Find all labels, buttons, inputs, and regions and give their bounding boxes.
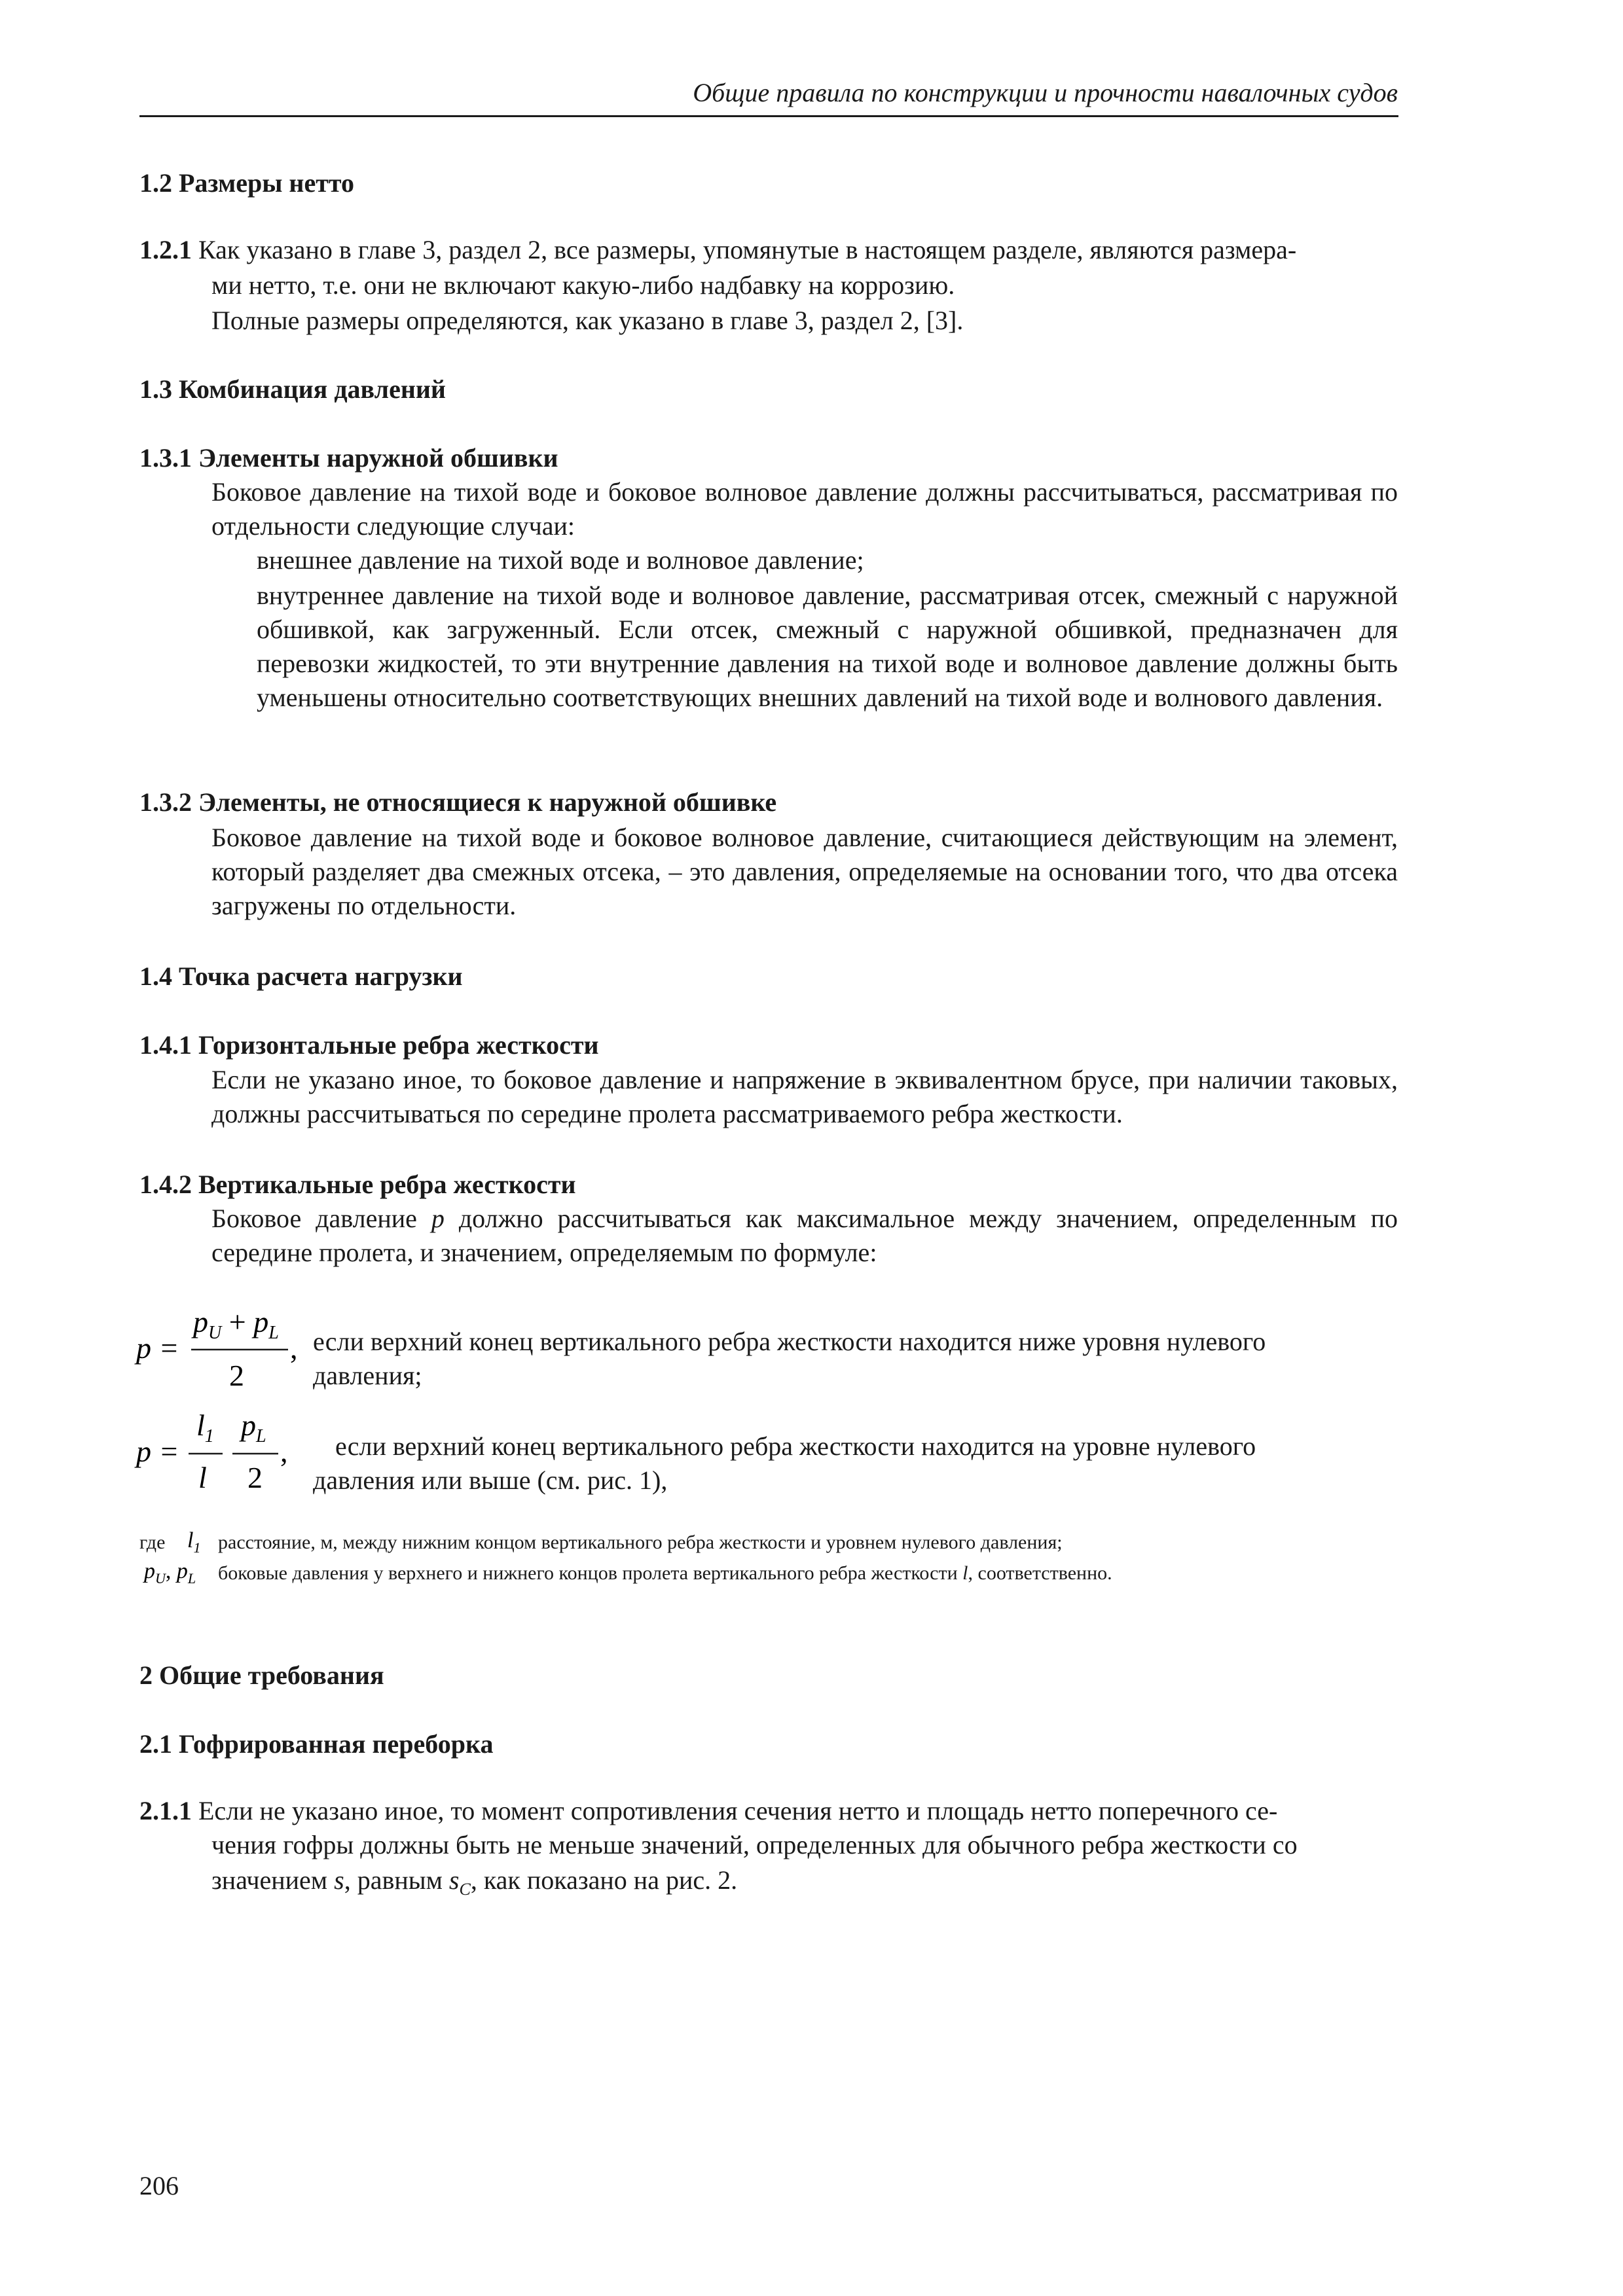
case-internal: внутреннее давление на тихой воде и волновое давление, рассматривая отсек, смежный с наружной обшивкой, как загруженный. Если отсек, смежный с наружной обшивкой, предназначен для перевозки жидкостей, то эти внутренние давления на тихой воде и волновое давление должны быть уменьшены относительно соответствующих внешних давлений на тихой воде и волнового давления. (257, 581, 1398, 712)
variable-s-c: s (448, 1865, 460, 1895)
subsection-2-1-heading: 2.1 Гофрированная переборка (139, 1729, 494, 1759)
formula-1-comma: , (290, 1331, 298, 1365)
para-1-2-1-line1 (139, 233, 1396, 267)
where-label: где (139, 1532, 166, 1553)
formula-2 (131, 1404, 321, 1509)
para-2-1-1-line2: чения гофры должны быть не меньше значений, определенных для обычного ребра жесткости со (211, 1830, 1298, 1859)
para-2-1-1-line3 (211, 1863, 737, 1907)
svg-text:pU, pL: $p_U$, $p_L$ (144, 1559, 196, 1587)
formula-1-condition-line1: если верхний конец вертикального ребра жесткости находится ниже уровня нулевого (313, 1327, 1266, 1356)
formula-2-numerator-1: $l_1$ (196, 1408, 214, 1446)
variable-p: p (431, 1204, 445, 1233)
formula-1 (131, 1299, 308, 1410)
para-1-2-1-line3: Полные размеры определяются, как указано в главе 3, раздел 2, [3]. (211, 306, 964, 335)
where-symbol-l1 (185, 1524, 217, 1556)
subsection-1-3-1-text: Боковое давление на тихой воде и боковое волновое давление должны рассчитываться, рассматривая по отдельности следующие случаи: (211, 477, 1398, 541)
subsection-1-4-2-heading: 1.4.2 Вертикальные ребра жесткости (139, 1170, 576, 1199)
subsection-1-3-1-heading: 1.3.1 Элементы наружной обшивки (139, 443, 558, 473)
header-rule (139, 115, 1398, 117)
text-fragment: , равным (344, 1865, 449, 1895)
text-fragment: , как показано на рис. 2. (470, 1865, 738, 1895)
text-fragment: боковые давления у верхнего и нижнего концов пролета вертикального ребра жесткости (218, 1562, 963, 1584)
running-header: Общие правила по конструкции и прочности навалочных судов (693, 78, 1398, 107)
para-2-1-1-text1: Если не указано иное, то момент сопротивления сечения нетто и площадь нетто поперечного се- (198, 1796, 1278, 1825)
section-1-2-heading: 1.2 Размеры нетто (139, 168, 354, 198)
para-2-1-1-number: 2.1.1 (139, 1796, 192, 1825)
formula-1-condition-line2: давления; (313, 1361, 422, 1390)
section-1-4-heading: 1.4 Точка расчета нагрузки (139, 961, 463, 991)
case-external: внешнее давление на тихой воде и волновое давление; (257, 545, 864, 575)
para-1-2-1-text1: Как указано в главе 3, раздел 2, все размеры, упомянутые в настоящем разделе, являются размера- (198, 235, 1297, 264)
variable-l: l (962, 1562, 968, 1584)
formula-2-comma: , (280, 1435, 288, 1468)
formula-2-condition-line2: давления или выше (см. рис. 1), (313, 1465, 668, 1495)
section-2-heading: 2 Общие требования (139, 1660, 384, 1690)
formula-2-lhs: p = (136, 1435, 179, 1468)
formula-1-denominator: 2 (229, 1359, 244, 1392)
subscript-c: C (459, 1880, 471, 1899)
subsection-1-3-2-heading: 1.3.2 Элементы, не относящиеся к наружной обшивке (139, 787, 777, 817)
page-number: 206 (139, 2171, 179, 2200)
formula-1-numerator: $p_U + p_L$ (193, 1305, 279, 1343)
text-fragment: Боковое давление (211, 1204, 431, 1233)
subsection-1-4-2-text (211, 1202, 1398, 1270)
where-l1-description: расстояние, м, между нижним концом вертикального ребра жесткости и уровнем нулевого давления; (218, 1532, 1063, 1553)
text-fragment: значением (211, 1865, 335, 1895)
para-1-2-1-number: 1.2.1 (139, 235, 192, 264)
para-1-2-1-line2: ми нетто, т.е. они не включают какую-либо надбавку на коррозию. (211, 270, 955, 300)
formula-2-denominator-2: 2 (247, 1461, 263, 1494)
text-fragment: , соответственно. (968, 1562, 1112, 1584)
formula-1-lhs: p = (136, 1331, 179, 1365)
formula-2-denominator-1: l (198, 1461, 207, 1494)
formula-2-condition-line1: если верхний конец вертикального ребра жесткости находится на уровне нулевого (335, 1431, 1256, 1461)
where-pu-pl-description (218, 1560, 1112, 1587)
svg-text:l1: $l_1$ (187, 1528, 201, 1556)
formula-2-numerator-2: $p_L$ (241, 1408, 266, 1446)
section-1-3-heading: 1.3 Комбинация давлений (139, 374, 446, 404)
text-fragment: должно рассчитываться как максимальное между значением, определенным по середине пролета, и значением, определяемым по формуле: (211, 1204, 1398, 1267)
subsection-1-4-1-heading: 1.4.1 Горизонтальные ребра жесткости (139, 1030, 599, 1060)
para-2-1-1-line1 (139, 1794, 1396, 1828)
where-symbol-pu-pl (143, 1554, 215, 1587)
subsection-1-4-1-text: Если не указано иное, то боковое давление и напряжение в эквивалентном брусе, при наличии таковых, должны рассчитываться по середине пролета рассматриваемого ребра жесткости. (211, 1065, 1398, 1128)
subsection-1-3-2-text: Боковое давление на тихой воде и боковое волновое давление, считающиеся действующим на элемент, который разделяет два смежных отсека, – это давления, определяемые на основании того, что два отсека загружены по отдельности. (211, 823, 1398, 920)
variable-s: s (334, 1865, 344, 1895)
